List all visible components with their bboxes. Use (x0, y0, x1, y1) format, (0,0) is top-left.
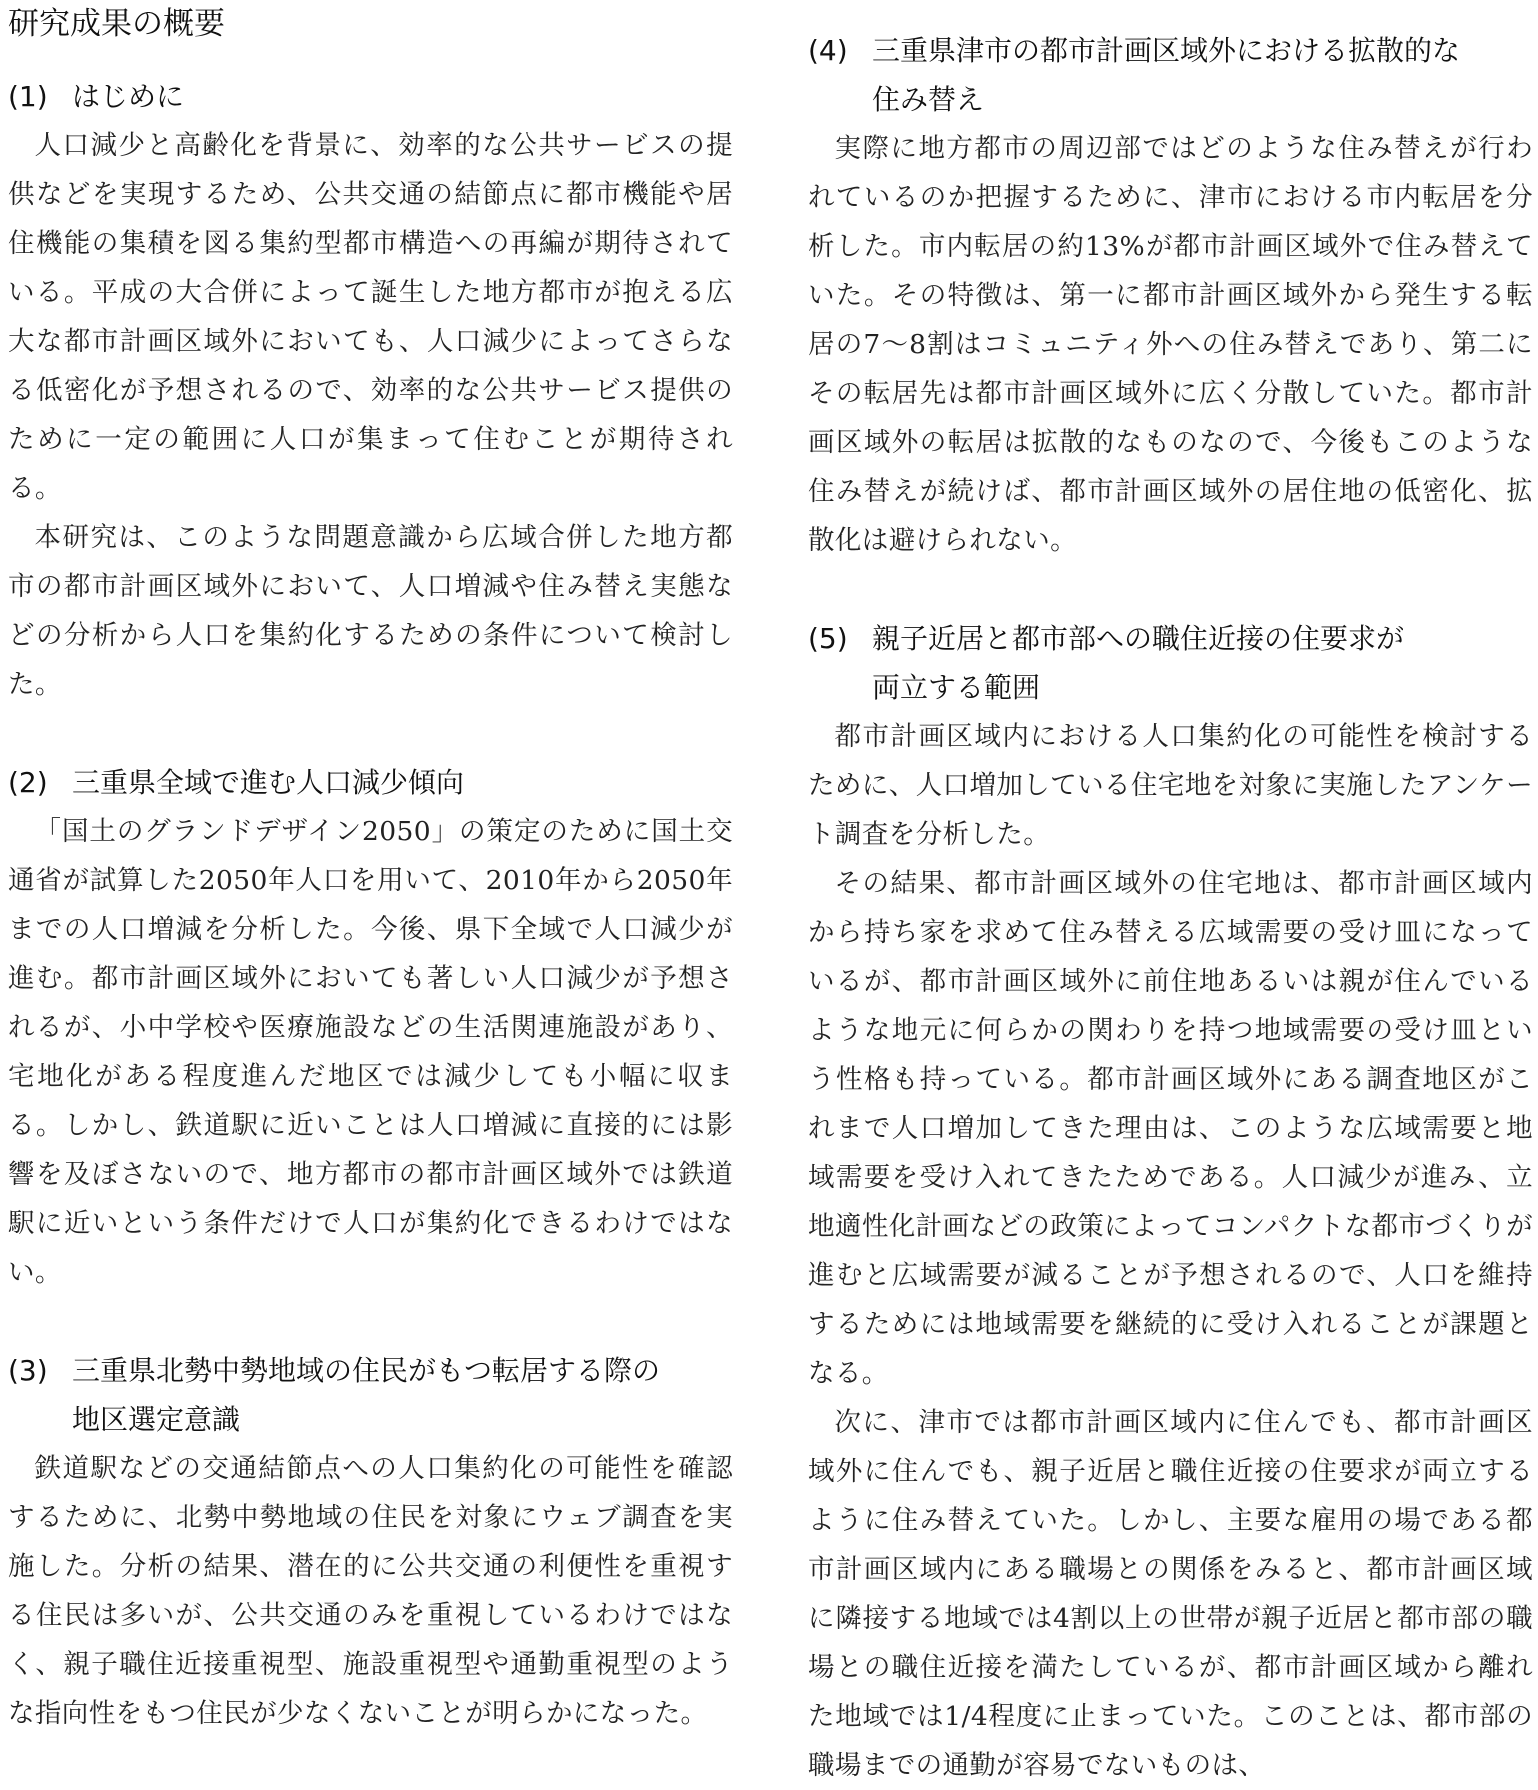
right-column (808, 26, 1533, 1790)
section-heading (8, 72, 733, 121)
paragraph: 都市計画区域内における人口集約化の可能性を検討するために、人口増加している住宅地を対象に実施したアンケート調査を分析した。 (808, 721, 1533, 850)
section-heading-text: 三重県全域で進む人口減少傾向 (72, 766, 465, 799)
section-4-dispersed-relocation (808, 26, 1533, 565)
section-number: (3) (8, 1354, 48, 1387)
section-heading (8, 758, 733, 807)
section-heading (808, 26, 1533, 124)
section-heading-continuation: 地区選定意識 (72, 1403, 241, 1436)
section-3-residence-selection (8, 1346, 733, 1738)
left-column (8, 72, 733, 1738)
section-heading-continuation: 両立する範囲 (872, 671, 1041, 704)
section-2-population-decline (8, 758, 733, 1297)
section-number: (1) (8, 80, 48, 113)
section-heading-text: 三重県北勢中勢地域の住民がもつ転居する際の (72, 1354, 661, 1387)
paragraph: 鉄道駅などの交通結節点への人口集約化の可能性を確認するために、北勢中勢地域の住民を対象にウェブ調査を実施した。分析の結果、潜在的に公共交通の利便性を重視する住民は多いが、公共交通のみを重視しているわけではなく、親子職住近接重視型、施設重視型や通勤重視型のような指向性をもつ住民が少なくないことが明らかになった。 (8, 1453, 733, 1729)
paragraph: 「国土のグランドデザイン2050」の策定のために国土交通省が試算した2050年人口を用いて、2010年から2050年までの人口増減を分析した。今後、県下全域で人口減少が進む。都市計画区域外においても著しい人口減少が予想されるが、小中学校や医療施設などの生活関連施設があり、宅地化がある程度進んだ地区では減少しても小幅に収まる。しかし、鉄道駅に近いことは人口増減に直接的には影響を及ぼさないので、地方都市の都市計画区域外では鉄道駅に近いという条件だけで人口が集約化できるわけではない。 (8, 816, 733, 1288)
paragraph: 本研究は、このような問題意識から広域合併した地方都市の都市計画区域外において、人口増減や住み替え実態などの分析から人口を集約化するための条件について検討した。 (8, 522, 733, 700)
page-title: 研究成果の概要 (8, 6, 225, 42)
section-heading-text: 親子近居と都市部への職住近接の住要求が (872, 622, 1405, 655)
section-heading (808, 614, 1533, 712)
paragraph: 実際に地方都市の周辺部ではどのような住み替えが行われているのか把握するために、津市における市内転居を分析した。市内転居の約13%が都市計画区域外で住み替えていた。その特徴は、第一に都市計画区域外から発生する転居の7〜8割はコミュニティ外への住み替えであり、第二にその転居先は都市計画区域外に広く分散していた。都市計画区域外の転居は拡散的なものなので、今後もこのような住み替えが続けば、都市計画区域外の居住地の低密化、拡散化は避けられない。 (808, 133, 1533, 556)
section-number: (2) (8, 766, 48, 799)
section-number: (4) (808, 34, 848, 67)
section-5-family-proximity (808, 614, 1533, 1790)
section-heading-text: はじめに (72, 80, 185, 113)
paragraph: 次に、津市では都市計画区域内に住んでも、都市計画区域外に住んでも、親子近居と職住近接の住要求が両立するように住み替えていた。しかし、主要な雇用の場である都市計画区域内にある職場との関係をみると、都市計画区域に隣接する地域では4割以上の世帯が親子近居と都市部の職場との職住近接を満たしているが、都市計画区域から離れた地域では1/4程度に止まっていた。このことは、都市部の職場までの通勤が容易でないものは、 (808, 1407, 1533, 1781)
section-heading-continuation: 住み替え (872, 83, 985, 116)
paragraph: 人口減少と高齢化を背景に、効率的な公共サービスの提供などを実現するため、公共交通の結節点に都市機能や居住機能の集積を図る集約型都市構造への再編が期待されている。平成の大合併によって誕生した地方都市が抱える広大な都市計画区域外においても、人口減少によってさらなる低密化が予想されるので、効率的な公共サービス提供のために一定の範囲に人口が集まって住むことが期待される。 (8, 130, 733, 504)
section-heading (8, 1346, 733, 1444)
paragraph: その結果、都市計画区域外の住宅地は、都市計画区域内から持ち家を求めて住み替える広域需要の受け皿になっているが、都市計画区域外に前住地あるいは親が住んでいるような地元に何らかの関わりを持つ地域需要の受け皿という性格も持っている。都市計画区域外にある調査地区がこれまで人口増加してきた理由は、このような広域需要と地域需要を受け入れてきたためである。人口減少が進み、立地適性化計画などの政策によってコンパクトな都市づくりが進むと広域需要が減ることが予想されるので、人口を維持するためには地域需要を継続的に受け入れることが課題となる。 (808, 868, 1533, 1389)
section-number: (5) (808, 622, 848, 655)
section-1-introduction (8, 72, 733, 709)
section-heading-text: 三重県津市の都市計画区域外における拡散的な (872, 34, 1461, 67)
